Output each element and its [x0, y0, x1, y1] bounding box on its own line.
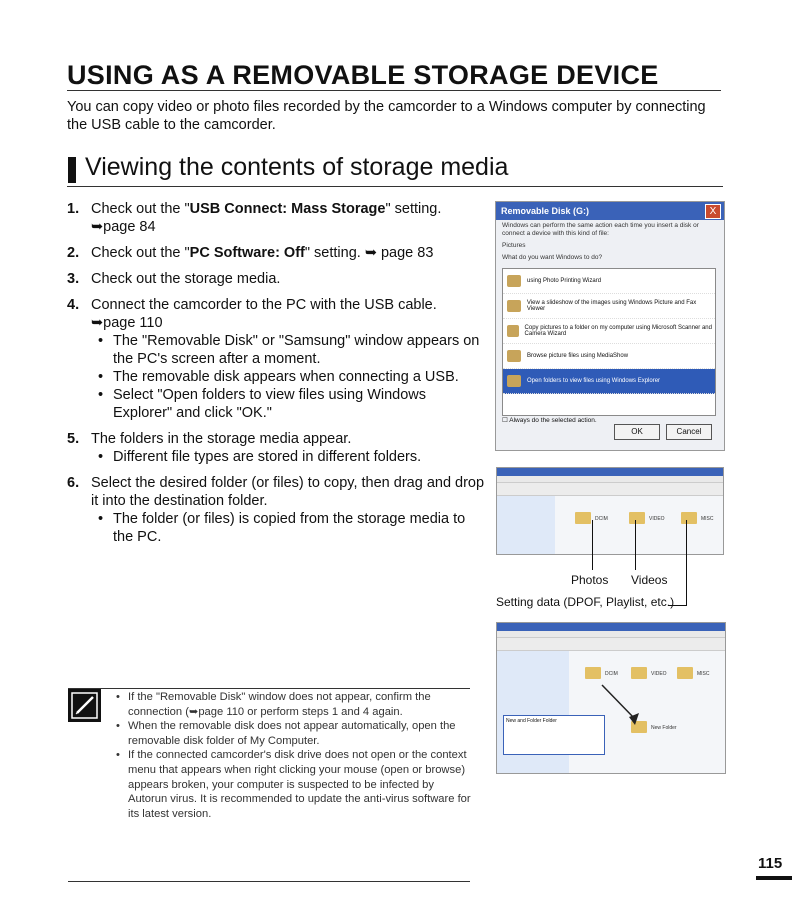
dialog-question: What do you want Windows to do?: [502, 254, 603, 261]
folder-label: DCIM: [605, 671, 618, 677]
note-item: • If the connected camcorder's disk drive does not open or the context menu that appears when right clicking your mouse (open or browse) appears broken, your computer is suspected to be infected by Autorun virus. It is recommended to update the anti-virus software for its latest version.: [116, 748, 472, 821]
drag-source-label: New and Folder Folder: [506, 718, 557, 724]
page-title: USING AS A REMOVABLE STORAGE DEVICE: [67, 60, 659, 90]
page-number-bar: [756, 876, 792, 880]
ok-button[interactable]: OK: [614, 424, 660, 440]
step-bullet: • The folder (or files) is copied from the storage media to the PC.: [91, 510, 487, 546]
step-bullet: • Select "Open folders to view files using Windows Explorer" and click "OK.": [91, 386, 487, 422]
window-toolbar: [497, 483, 723, 496]
step-1: [67, 200, 487, 236]
step-4: [67, 296, 487, 422]
step-5: [67, 430, 487, 466]
action-option-label: Browse picture files using MediaShow: [527, 353, 629, 359]
step-list: [67, 200, 487, 554]
folder-icon[interactable]: [575, 512, 591, 524]
window-sidebar: [497, 496, 555, 554]
always-checkbox[interactable]: ☐ Always do the selected action.: [502, 417, 597, 424]
step-number: 6.: [67, 475, 80, 491]
folder-icon[interactable]: [629, 512, 645, 524]
printer-icon: [507, 275, 521, 287]
folder-icon[interactable]: [677, 667, 693, 679]
step-text: Connect the camcorder to the PC with the USB cable.: [91, 297, 437, 313]
step-setting: USB Connect: Mass Storage: [189, 201, 386, 217]
folder-icon: [507, 375, 521, 387]
drag-arrow-icon: [597, 683, 647, 729]
always-checkbox-label: Always do the selected action.: [509, 417, 597, 424]
action-list: [502, 268, 716, 416]
step-number: 2.: [67, 245, 80, 261]
action-option[interactable]: [503, 269, 715, 294]
title-rule: [67, 90, 721, 91]
step-text: " setting. ➥ page 83: [304, 245, 434, 261]
action-option-label: Open folders to view files using Windows Explorer: [527, 378, 661, 384]
intro-text: You can copy video or photo files recorded by the camcorder to a Windows computer by connecting the USB cable to the camcorder.: [67, 99, 706, 133]
step-bullet: • Different file types are stored in different folders.: [91, 448, 487, 466]
folder-label: DCIM: [595, 516, 608, 522]
explorer-window-drag: [496, 622, 726, 774]
step-6: [67, 474, 487, 546]
camera-icon: [507, 325, 519, 337]
page-number: 115: [758, 855, 783, 872]
step-bullet: • The removable disk appears when connecting a USB.: [91, 368, 487, 386]
step-text: Check out the ": [91, 201, 190, 217]
step-bullet: • The "Removable Disk" or "Samsung" window appears on the PC's screen after a moment.: [91, 332, 487, 368]
folder-label: New Folder: [651, 725, 677, 731]
action-option-label: using Photo Printing Wizard: [527, 278, 602, 284]
step-number: 1.: [67, 201, 80, 217]
folder-icon[interactable]: [631, 667, 647, 679]
section-title: Viewing the contents of storage media: [85, 153, 509, 181]
content-type: Pictures: [502, 242, 526, 249]
action-option-selected[interactable]: [503, 369, 715, 394]
page-reference: ➥page 84: [91, 219, 156, 235]
step-text: Check out the storage media.: [91, 271, 281, 287]
step-setting: PC Software: Off: [189, 245, 305, 261]
dialog-title: Removable Disk (G:): [496, 202, 724, 220]
callout-line: [592, 520, 593, 570]
folder-icon[interactable]: [681, 512, 697, 524]
step-number: 3.: [67, 271, 80, 287]
action-option-label: View a slideshow of the images using Windows Picture and Fax Viewer: [526, 300, 697, 312]
step-number: 4.: [67, 297, 80, 313]
note-item: • If the "Removable Disk" window does not appear, confirm the connection (➥page 110 or perform steps 1 and 4 again.: [116, 690, 472, 719]
step-text: The folders in the storage media appear.: [91, 431, 352, 447]
window-titlebar: [497, 468, 723, 476]
caption-setting-data: Setting data (DPOF, Playlist, etc.): [496, 595, 675, 609]
step-number: 5.: [67, 431, 80, 447]
action-option[interactable]: [503, 294, 715, 319]
note-item: • When the removable disk does not appear automatically, open the removable disk folder of My Computer.: [116, 719, 472, 748]
cancel-button[interactable]: Cancel: [666, 424, 712, 440]
mediashow-icon: [507, 350, 521, 362]
slideshow-icon: [507, 300, 521, 312]
note-rule: [68, 688, 470, 689]
caption-videos: Videos: [631, 573, 668, 587]
window-menu: [497, 476, 723, 483]
action-option[interactable]: [503, 319, 715, 344]
section-rule: [67, 186, 723, 187]
close-icon[interactable]: X: [705, 204, 721, 219]
folder-icon[interactable]: [585, 667, 601, 679]
folder-label: MISC: [697, 671, 710, 677]
section-bar: [68, 157, 76, 183]
page-reference: ➥page 110: [91, 315, 163, 331]
action-option-label: Copy pictures to a folder on my computer using Microsoft Scanner and Camera Wizard: [524, 325, 712, 337]
step-text: " setting.: [385, 201, 442, 217]
note-icon: [68, 689, 101, 722]
window-toolbar: [497, 638, 725, 651]
step-text: Select the desired folder (or files) to copy, then drag and drop it into the destination folder.: [91, 475, 485, 509]
folder-label: VIDEO: [651, 671, 667, 677]
folder-label: MISC: [701, 516, 714, 522]
caption-photos: Photos: [571, 573, 609, 587]
step-3: [67, 270, 487, 288]
step-text: Check out the ": [91, 245, 190, 261]
window-menu: [497, 631, 725, 638]
folder-label: VIDEO: [649, 516, 665, 522]
removable-disk-dialog: [495, 201, 725, 451]
step-2: [67, 244, 487, 262]
drag-source-window[interactable]: [503, 715, 605, 755]
note-list: [116, 690, 472, 821]
action-option[interactable]: [503, 344, 715, 369]
dialog-description: Windows can perform the same action each time you insert a disk or connect a device with this kind of file:: [502, 222, 699, 237]
note-rule: [68, 881, 470, 882]
callout-line: [686, 520, 687, 606]
callout-line: [635, 520, 636, 570]
window-titlebar: [497, 623, 725, 631]
explorer-window-folders: [496, 467, 724, 555]
